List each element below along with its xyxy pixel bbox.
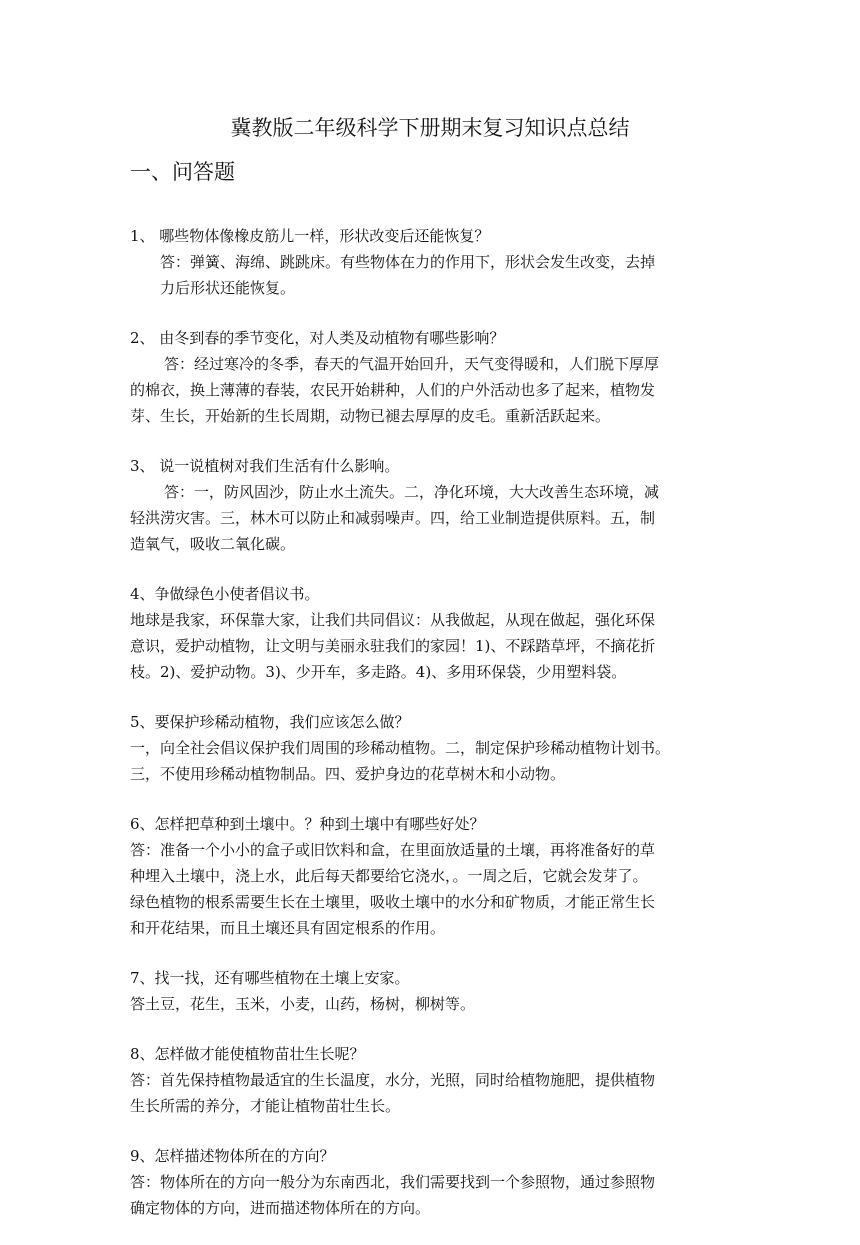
- answer-line: 答土豆，花生，玉米，小麦，山药，杨树，柳树等。: [130, 995, 476, 1013]
- answer-line: 的棉衣，换上薄薄的春装，农民开始耕种，人们的户外活动也多了起来，植物发: [130, 381, 656, 399]
- question-text: 3、 说一说植树对我们生活有什么影响。: [130, 457, 400, 475]
- question-text: 7、找一找，还有哪些植物在土壤上安家。: [130, 969, 410, 987]
- answer-line: 地球是我家，环保靠大家，让我们共同倡议：从我做起，从现在做起，强化环保: [130, 611, 656, 629]
- document-title: 冀教版二年级科学下册期末复习知识点总结: [230, 116, 630, 140]
- answer-line: 答：弹簧、海绵、跳跳床。有些物体在力的作用下，形状会发生改变，去掉: [160, 253, 656, 271]
- answer-line: 和开花结果，而且土壤还具有固定根系的作用。: [130, 919, 446, 937]
- question-text: 8、怎样做才能使植物苗壮生长呢？: [130, 1045, 365, 1063]
- section-heading: 一、问答题: [130, 160, 235, 184]
- question-text: 4、争做绿色小使者倡议书。: [130, 585, 320, 603]
- answer-line: 种埋入土壤中，浇上水，此后每天都要给它浇水，。一周之后，它就会发芽了。: [130, 867, 648, 885]
- qa-item-5: [130, 709, 730, 787]
- answer-line: 三，不使用珍稀动植物制品。四、爱护身边的花草树木和小动物。: [130, 765, 566, 783]
- answer-line: 轻洪涝灾害。三，林木可以防止和减弱噪声。四，给工业制造提供原料。五，制: [130, 509, 656, 527]
- qa-item-4: [130, 581, 730, 685]
- qa-list: [130, 223, 730, 1245]
- question-text: 6、怎样把草种到土壤中。？种到土壤中有哪些好处？: [130, 815, 485, 833]
- answer-line: 力后形状还能恢复。: [160, 279, 296, 297]
- answer-line: 确定物体的方向，进而描述物体所在的方向。: [130, 1199, 431, 1217]
- answer-line: 意识，爱护动植物，让文明与美丽永驻我们的家园！1)、不踩踏草坪，不摘花折: [130, 637, 656, 655]
- answer-line: 绿色植物的根系需要生长在土壤里，吸收土壤中的水分和矿物质，才能正常生长: [130, 893, 656, 911]
- qa-item-2: [130, 325, 730, 429]
- answer-line: 枝。2)、爱护动物。3)、少开车，多走路。4)、多用环保袋，少用塑料袋。: [130, 663, 627, 681]
- qa-item-6: [130, 811, 730, 941]
- question-text: 1、 哪些物体像橡皮筋儿一样，形状改变后还能恢复？: [130, 227, 490, 245]
- answer-line: 答：准备一个小小的盒子或旧饮料和盒，在里面放适量的土壤，再将准备好的草: [130, 841, 656, 859]
- answer-line: 答：物体所在的方向一般分为东南西北，我们需要找到一个参照物，通过参照物: [130, 1173, 656, 1191]
- qa-item-9: [130, 1143, 730, 1221]
- qa-item-8: [130, 1041, 730, 1119]
- answer-line: 一，向全社会倡议保护我们周围的珍稀动植物。二，制定保护珍稀动植物计划书。: [130, 739, 671, 757]
- answer-line: 生长所需的养分，才能让植物苗壮生长。: [130, 1097, 401, 1115]
- question-text: 5、要保护珍稀动植物，我们应该怎么做？: [130, 713, 410, 731]
- answer-line: 答：一，防风固沙，防止水土流失。二，净化环境，大大改善生态环境，减: [164, 483, 660, 501]
- question-text: 9、怎样描述物体所在的方向？: [130, 1147, 335, 1165]
- qa-item-3: [130, 453, 730, 557]
- question-text: 2、 由冬到春的季节变化，对人类及动植物有哪些影响？: [130, 329, 505, 347]
- qa-item-1: [130, 223, 730, 301]
- answer-line: 造氧气，吸收二氧化碳。: [130, 535, 296, 553]
- answer-line: 答：经过寒冷的冬季，春天的气温开始回升，天气变得暖和，人们脱下厚厚: [164, 355, 660, 373]
- answer-line: 芽、生长，开始新的生长周期，动物已褪去厚厚的皮毛。重新活跃起来。: [130, 407, 611, 425]
- answer-line: 答：首先保持植物最适宜的生长温度，水分，光照，同时给植物施肥，提供植物: [130, 1071, 656, 1089]
- qa-item-7: [130, 965, 730, 1017]
